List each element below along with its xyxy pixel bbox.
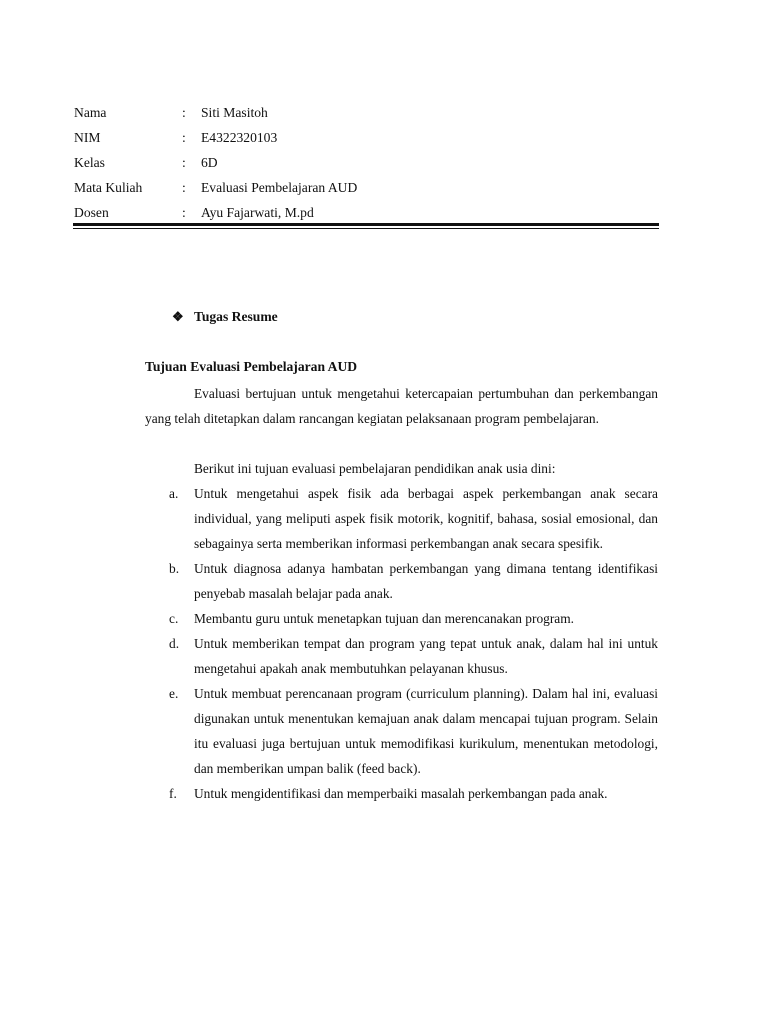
list-item [145, 631, 658, 681]
info-colon: : [182, 205, 186, 220]
list-marker: f. [169, 786, 177, 801]
info-label: NIM [74, 130, 101, 145]
info-value-kelas: 6D [201, 155, 218, 170]
info-value-lecturer: Ayu Fajarwati, M.pd [201, 205, 314, 220]
info-row-mata-kuliah [74, 175, 658, 200]
info-row-dosen [74, 200, 658, 225]
list-marker: b. [169, 561, 180, 576]
header-divider-thin [73, 228, 659, 229]
list-item-text: Untuk diagnosa adanya hambatan perkembangan yang dimana tentang identifikasi penyebab masalah belajar pada anak. [194, 561, 658, 601]
list-marker: d. [169, 636, 180, 651]
list-item [145, 481, 658, 556]
list-item-text: Untuk mengidentifikasi dan memperbaiki masalah perkembangan pada anak. [194, 786, 608, 801]
list-item [145, 606, 658, 631]
info-value-name: Siti Masitoh [201, 105, 268, 120]
list-item-text: Untuk memberikan tempat dan program yang tepat untuk anak, dalam hal ini untuk mengetahui apakah anak membutuhkan pelayanan khusus. [194, 636, 658, 676]
info-colon: : [182, 105, 186, 120]
info-colon: : [182, 155, 186, 170]
info-row-nama [74, 100, 658, 125]
info-row-nim [74, 125, 658, 150]
diamond-bullet-icon: ❖ [172, 309, 184, 324]
lead-paragraph: Berikut ini tujuan evaluasi pembelajaran pendidikan anak usia dini: [194, 461, 556, 476]
content-heading: Tujuan Evaluasi Pembelajaran AUD [145, 359, 358, 374]
info-colon: : [182, 130, 186, 145]
list-marker: a. [169, 486, 179, 501]
list-marker: c. [169, 611, 179, 626]
info-colon: : [182, 180, 186, 195]
section-title: Tugas Resume [194, 309, 278, 324]
info-value-nim: E4322320103 [201, 130, 278, 145]
list-item [145, 781, 658, 806]
info-row-kelas [74, 150, 658, 175]
info-label: Mata Kuliah [74, 180, 143, 195]
section-heading [172, 306, 278, 328]
intro-paragraph: Evaluasi bertujuan untuk mengetahui ketercapaian pertumbuhan dan perkembangan yang telah ditetapkan dalam rancangan kegiatan pelaksanaan program pembelajaran. [145, 386, 658, 426]
info-label: Dosen [74, 205, 109, 220]
list-item-text: Untuk mengetahui aspek fisik ada berbagai aspek perkembangan anak secara individual, yang meliputi aspek fisik motorik, kognitif, bahasa, sosial emosional, dan sebagainya serta memberikan informasi perkembangan anak secara spesifik. [194, 486, 658, 551]
list-item [145, 681, 658, 781]
info-label: Nama [74, 105, 107, 120]
list-item-text: Membantu guru untuk menetapkan tujuan dan merencanakan program. [194, 611, 575, 626]
info-value-course: Evaluasi Pembelajaran AUD [201, 180, 358, 195]
list-marker: e. [169, 686, 179, 701]
info-label: Kelas [74, 155, 105, 170]
objectives-list [145, 481, 658, 806]
list-item [145, 556, 658, 606]
header-divider-thick [73, 223, 659, 226]
list-item-text: Untuk membuat perencanaan program (curriculum planning). Dalam hal ini, evaluasi digunakan untuk menentukan kemajuan anak dalam mencapai tujuan program. Selain itu evaluasi juga bertujuan untuk memodifikasi kurikulum, menentukan metodologi, dan memberikan umpan balik (feed back). [194, 686, 658, 776]
